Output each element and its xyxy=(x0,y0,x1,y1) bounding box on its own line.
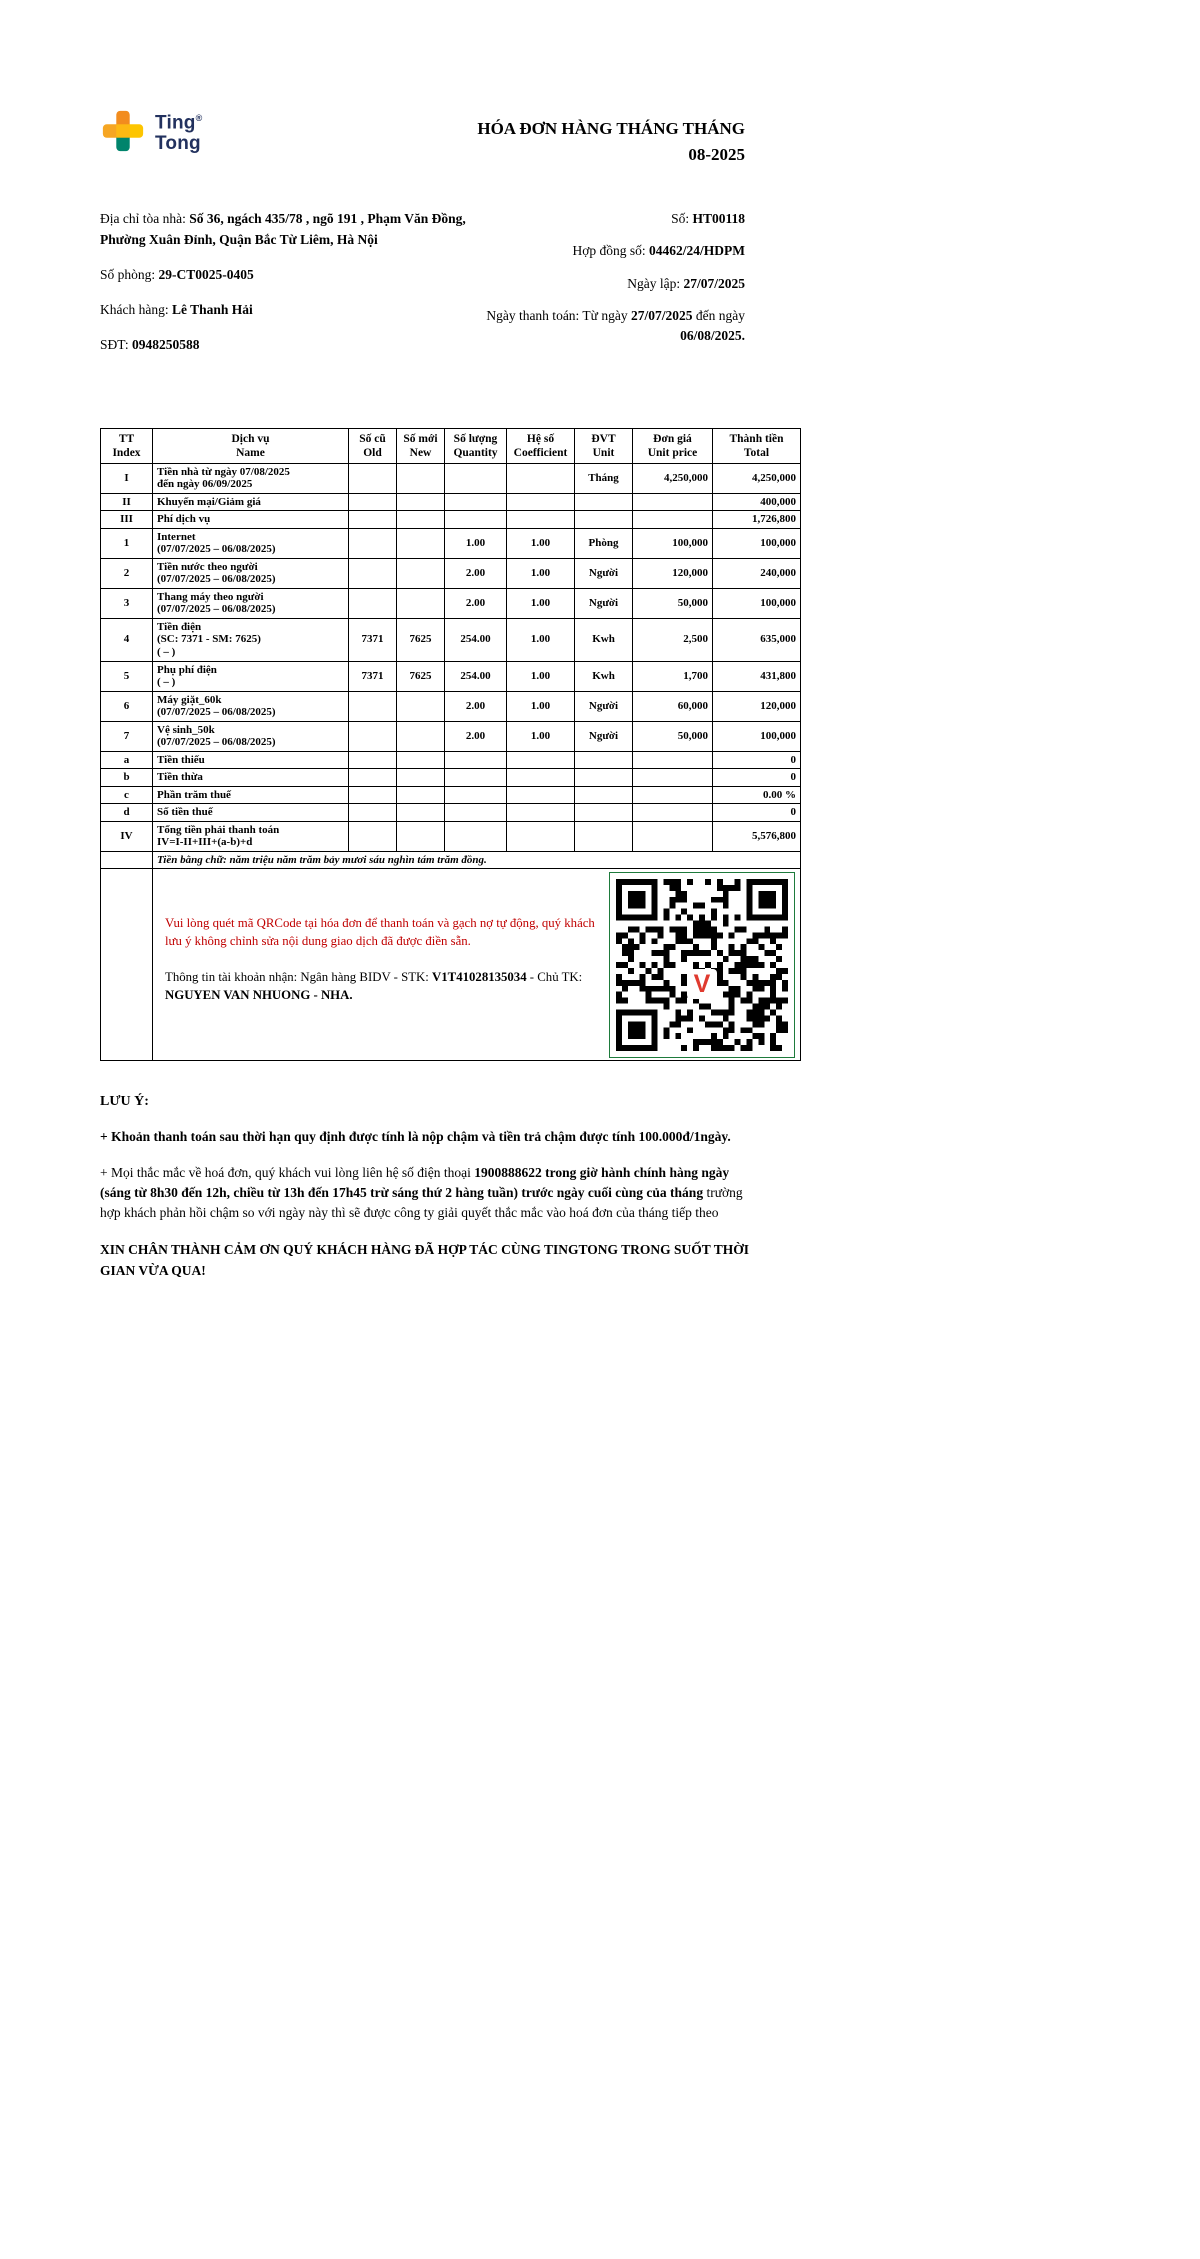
tingtong-logo-text xyxy=(155,108,202,153)
logo-text-tong: Tong xyxy=(155,132,201,154)
row-index-cell: I xyxy=(101,463,153,493)
invoice-table-row xyxy=(101,821,801,851)
coefficient-cell xyxy=(507,751,575,769)
quantity-cell xyxy=(445,493,507,511)
registered-mark: ® xyxy=(195,113,203,124)
coefficient-cell: 1.00 xyxy=(507,588,575,618)
unit-price-cell xyxy=(633,786,713,804)
bank-account-info: Thông tin tài khoản nhận: Ngân hàng BIDV - STK: V1T41028135034 - Chủ TK: NGUYEN VAN NHUONG - NHA. xyxy=(165,970,583,1003)
invoice-table-row xyxy=(101,588,801,618)
coefficient-cell: 1.00 xyxy=(507,691,575,721)
total-cell: 120,000 xyxy=(713,691,801,721)
new-reading-cell xyxy=(397,463,445,493)
invoice-meta-block xyxy=(468,209,745,370)
service-name-cell: Số tiền thuế xyxy=(153,804,349,822)
payment-instructions xyxy=(157,871,597,1005)
row-index-cell: 4 xyxy=(101,618,153,661)
quantity-cell xyxy=(445,751,507,769)
unit-cell xyxy=(575,511,633,529)
old-reading-cell xyxy=(349,691,397,721)
unit-price-cell: 100,000 xyxy=(633,528,713,558)
invoice-table-row xyxy=(101,691,801,721)
vietqr-v-icon: V xyxy=(687,969,717,999)
unit-cell: Người xyxy=(575,691,633,721)
row-index-cell: 5 xyxy=(101,661,153,691)
coefficient-cell xyxy=(507,786,575,804)
invoice-table-row xyxy=(101,463,801,493)
service-name-cell: Phí dịch vụ xyxy=(153,511,349,529)
invoice-table-row xyxy=(101,804,801,822)
old-reading-cell: 7371 xyxy=(349,618,397,661)
unit-price-cell xyxy=(633,821,713,851)
quantity-cell: 2.00 xyxy=(445,588,507,618)
invoice-table-row xyxy=(101,528,801,558)
column-header: Dịch vụ Name xyxy=(153,428,349,463)
new-reading-cell xyxy=(397,691,445,721)
new-reading-cell xyxy=(397,804,445,822)
unit-cell: Người xyxy=(575,558,633,588)
unit-cell: Phòng xyxy=(575,528,633,558)
old-reading-cell xyxy=(349,511,397,529)
service-name-cell: Tiền nhà từ ngày 07/08/2025 đến ngày 06/09/2025 xyxy=(153,463,349,493)
row-index-cell: b xyxy=(101,769,153,787)
new-reading-cell xyxy=(397,751,445,769)
old-reading-cell xyxy=(349,721,397,751)
new-reading-cell xyxy=(397,786,445,804)
old-reading-cell xyxy=(349,769,397,787)
coefficient-cell: 1.00 xyxy=(507,528,575,558)
unit-cell xyxy=(575,769,633,787)
unit-cell: Người xyxy=(575,721,633,751)
total-cell: 100,000 xyxy=(713,721,801,751)
invoice-table-row xyxy=(101,511,801,529)
unit-cell xyxy=(575,493,633,511)
unit-price-cell xyxy=(633,769,713,787)
row-index-cell: 1 xyxy=(101,528,153,558)
unit-cell xyxy=(575,804,633,822)
unit-cell: Kwh xyxy=(575,618,633,661)
contract-number: Hợp đồng số: 04462/24/HDPM xyxy=(572,243,745,259)
unit-price-cell xyxy=(633,511,713,529)
quantity-cell: 254.00 xyxy=(445,618,507,661)
old-reading-cell xyxy=(349,493,397,511)
service-name-cell: Máy giặt_60k (07/07/2025 – 06/08/2025) xyxy=(153,691,349,721)
old-reading-cell xyxy=(349,804,397,822)
unit-cell: Tháng xyxy=(575,463,633,493)
unit-price-cell: 50,000 xyxy=(633,721,713,751)
thanks-message: XIN CHÂN THÀNH CẢM ƠN QUÝ KHÁCH HÀNG ĐÃ HỢP TÁC CÙNG TINGTONG TRONG SUỐT THỜI GIAN VỪA QUA! xyxy=(100,1242,749,1278)
invoice-table-row xyxy=(101,769,801,787)
new-reading-cell: 7625 xyxy=(397,618,445,661)
unit-cell xyxy=(575,821,633,851)
total-cell: 1,726,800 xyxy=(713,511,801,529)
payment-qr-code xyxy=(609,872,795,1058)
late-payment-note: + Khoản thanh toán sau thời hạn quy định được tính là nộp chậm và tiền trả chậm được tính 100.000đ/1ngày. xyxy=(100,1129,731,1145)
invoice-table-row xyxy=(101,721,801,751)
invoice-title: HÓA ĐƠN HÀNG THÁNG THÁNG 08-2025 xyxy=(477,119,745,164)
invoice-table-row xyxy=(101,558,801,588)
coefficient-cell xyxy=(507,804,575,822)
coefficient-cell: 1.00 xyxy=(507,721,575,751)
row-index-cell: II xyxy=(101,493,153,511)
old-reading-cell xyxy=(349,786,397,804)
unit-price-cell xyxy=(633,751,713,769)
building-address: Địa chỉ tòa nhà: Số 36, ngách 435/78 , ngõ 191 , Phạm Văn Đồng, Phường Xuân Đỉnh, Quận Bắc Từ Liêm, Hà Nội xyxy=(100,211,466,247)
issue-date: Ngày lập: 27/07/2025 xyxy=(627,275,745,291)
payment-period: Ngày thanh toán: Từ ngày 27/07/2025 đến ngày 06/08/2025. xyxy=(486,307,745,343)
row-index-cell: a xyxy=(101,751,153,769)
new-reading-cell: 7625 xyxy=(397,661,445,691)
service-name-cell: Tiền thiếu xyxy=(153,751,349,769)
notes-heading: LƯU Ý: xyxy=(100,1094,149,1110)
row-index-cell: 6 xyxy=(101,691,153,721)
unit-price-cell: 60,000 xyxy=(633,691,713,721)
unit-cell: Người xyxy=(575,588,633,618)
coefficient-cell: 1.00 xyxy=(507,618,575,661)
new-reading-cell xyxy=(397,493,445,511)
empty-index-cell xyxy=(101,869,153,1061)
hotline-note: + Mọi thắc mắc về hoá đơn, quý khách vui lòng liên hệ số điện thoại 1900888622 trong giờ hành chính hàng ngày (sáng từ 8h30 đến 12h, chiều từ 13h đến 17h45 trừ sáng thứ 2 hàng tuần) trước ngày cuối cùng của tháng trường hợp khách phản hồi chậm so với ngày này thì sẽ được công ty giải quyết thắc mắc vào hoá đơn của tháng tiếp theo xyxy=(100,1164,743,1221)
unit-price-cell: 1,700 xyxy=(633,661,713,691)
old-reading-cell xyxy=(349,528,397,558)
invoice-number: Số: HT00118 xyxy=(671,211,745,226)
tingtong-logo xyxy=(100,108,202,154)
invoice-table-row xyxy=(101,493,801,511)
quantity-cell: 2.00 xyxy=(445,558,507,588)
column-header: Số cũ Old xyxy=(349,428,397,463)
service-name-cell: Phần trăm thuế xyxy=(153,786,349,804)
coefficient-cell: 1.00 xyxy=(507,558,575,588)
customer-phone: SĐT: 0948250588 xyxy=(100,336,200,352)
row-index-cell: d xyxy=(101,804,153,822)
invoice-info-section xyxy=(100,209,800,370)
qr-warning-text: Vui lòng quét mã QRCode tại hóa đơn để thanh toán và gạch nợ tự động, quý khách lưu ý không chỉnh sửa nội dung giao dịch đã được điền sẵn. xyxy=(165,916,595,949)
unit-price-cell: 2,500 xyxy=(633,618,713,661)
unit-price-cell: 50,000 xyxy=(633,588,713,618)
invoice-table-row xyxy=(101,751,801,769)
service-name-cell: Tiền thừa xyxy=(153,769,349,787)
quantity-cell: 1.00 xyxy=(445,528,507,558)
new-reading-cell xyxy=(397,721,445,751)
table-header-row xyxy=(101,428,801,463)
service-name-cell: Thang máy theo người (07/07/2025 – 06/08/2025) xyxy=(153,588,349,618)
row-index-cell: 3 xyxy=(101,588,153,618)
old-reading-cell xyxy=(349,558,397,588)
service-name-cell: Phụ phí điện ( – ) xyxy=(153,661,349,691)
total-cell: 431,800 xyxy=(713,661,801,691)
tingtong-logo-icon xyxy=(100,108,146,154)
empty-index-cell xyxy=(101,851,153,869)
total-cell: 5,576,800 xyxy=(713,821,801,851)
quantity-cell: 2.00 xyxy=(445,691,507,721)
row-index-cell: c xyxy=(101,786,153,804)
row-index-cell: 7 xyxy=(101,721,153,751)
row-index-cell: IV xyxy=(101,821,153,851)
payment-qr-row xyxy=(101,869,801,1061)
quantity-cell xyxy=(445,804,507,822)
unit-price-cell xyxy=(633,804,713,822)
total-cell: 0 xyxy=(713,804,801,822)
notes-section xyxy=(100,1091,760,1281)
total-cell: 400,000 xyxy=(713,493,801,511)
new-reading-cell xyxy=(397,769,445,787)
service-name-cell: Internet (07/07/2025 – 06/08/2025) xyxy=(153,528,349,558)
invoice-table-row xyxy=(101,661,801,691)
total-cell: 0 xyxy=(713,769,801,787)
invoice-table-row xyxy=(101,618,801,661)
total-cell: 0.00 % xyxy=(713,786,801,804)
total-cell: 635,000 xyxy=(713,618,801,661)
unit-price-cell: 120,000 xyxy=(633,558,713,588)
column-header: Đơn giá Unit price xyxy=(633,428,713,463)
total-cell: 240,000 xyxy=(713,558,801,588)
quantity-cell: 254.00 xyxy=(445,661,507,691)
qr-code-pattern xyxy=(616,879,788,1051)
payment-instructions-cell xyxy=(153,869,801,1061)
old-reading-cell xyxy=(349,588,397,618)
amount-in-words-row xyxy=(101,851,801,869)
old-reading-cell: 7371 xyxy=(349,661,397,691)
customer-name: Khách hàng: Lê Thanh Hải xyxy=(100,301,253,317)
customer-info-block xyxy=(100,209,468,370)
unit-price-cell xyxy=(633,493,713,511)
coefficient-cell: 1.00 xyxy=(507,661,575,691)
coefficient-cell xyxy=(507,493,575,511)
quantity-cell xyxy=(445,769,507,787)
new-reading-cell xyxy=(397,528,445,558)
logo-text-ting: Ting® xyxy=(155,112,203,134)
service-name-cell: Khuyến mại/Giảm giá xyxy=(153,493,349,511)
total-cell: 100,000 xyxy=(713,588,801,618)
row-index-cell: 2 xyxy=(101,558,153,588)
service-name-cell: Tổng tiền phải thanh toán IV=I-II+III+(a-b)+d xyxy=(153,821,349,851)
old-reading-cell xyxy=(349,463,397,493)
new-reading-cell xyxy=(397,588,445,618)
total-cell: 4,250,000 xyxy=(713,463,801,493)
invoice-content xyxy=(100,108,800,1281)
service-name-cell: Tiền nước theo người (07/07/2025 – 06/08/2025) xyxy=(153,558,349,588)
column-header: Số mới New xyxy=(397,428,445,463)
coefficient-cell xyxy=(507,511,575,529)
old-reading-cell xyxy=(349,821,397,851)
new-reading-cell xyxy=(397,511,445,529)
invoice-table-row xyxy=(101,786,801,804)
quantity-cell xyxy=(445,511,507,529)
amount-in-words: Tiền bằng chữ: năm triệu năm trăm bảy mươi sáu nghìn tám trăm đồng. xyxy=(153,851,801,869)
quantity-cell xyxy=(445,463,507,493)
old-reading-cell xyxy=(349,751,397,769)
unit-cell xyxy=(575,786,633,804)
column-header: Số lượng Quantity xyxy=(445,428,507,463)
quantity-cell: 2.00 xyxy=(445,721,507,751)
coefficient-cell xyxy=(507,463,575,493)
column-header: Hệ số Coefficient xyxy=(507,428,575,463)
total-cell: 0 xyxy=(713,751,801,769)
column-header: ĐVT Unit xyxy=(575,428,633,463)
total-cell: 100,000 xyxy=(713,528,801,558)
quantity-cell xyxy=(445,821,507,851)
room-number: Số phòng: 29-CT0025-0405 xyxy=(100,266,254,282)
unit-price-cell: 4,250,000 xyxy=(633,463,713,493)
invoice-table xyxy=(100,428,801,1062)
service-name-cell: Tiền điện (SC: 7371 - SM: 7625) ( – ) xyxy=(153,618,349,661)
unit-cell: Kwh xyxy=(575,661,633,691)
quantity-cell xyxy=(445,786,507,804)
column-header: TT Index xyxy=(101,428,153,463)
unit-cell xyxy=(575,751,633,769)
new-reading-cell xyxy=(397,558,445,588)
service-name-cell: Vệ sinh_50k (07/07/2025 – 06/08/2025) xyxy=(153,721,349,751)
row-index-cell: III xyxy=(101,511,153,529)
new-reading-cell xyxy=(397,821,445,851)
invoice-header xyxy=(100,108,800,167)
coefficient-cell xyxy=(507,769,575,787)
coefficient-cell xyxy=(507,821,575,851)
column-header: Thành tiền Total xyxy=(713,428,801,463)
